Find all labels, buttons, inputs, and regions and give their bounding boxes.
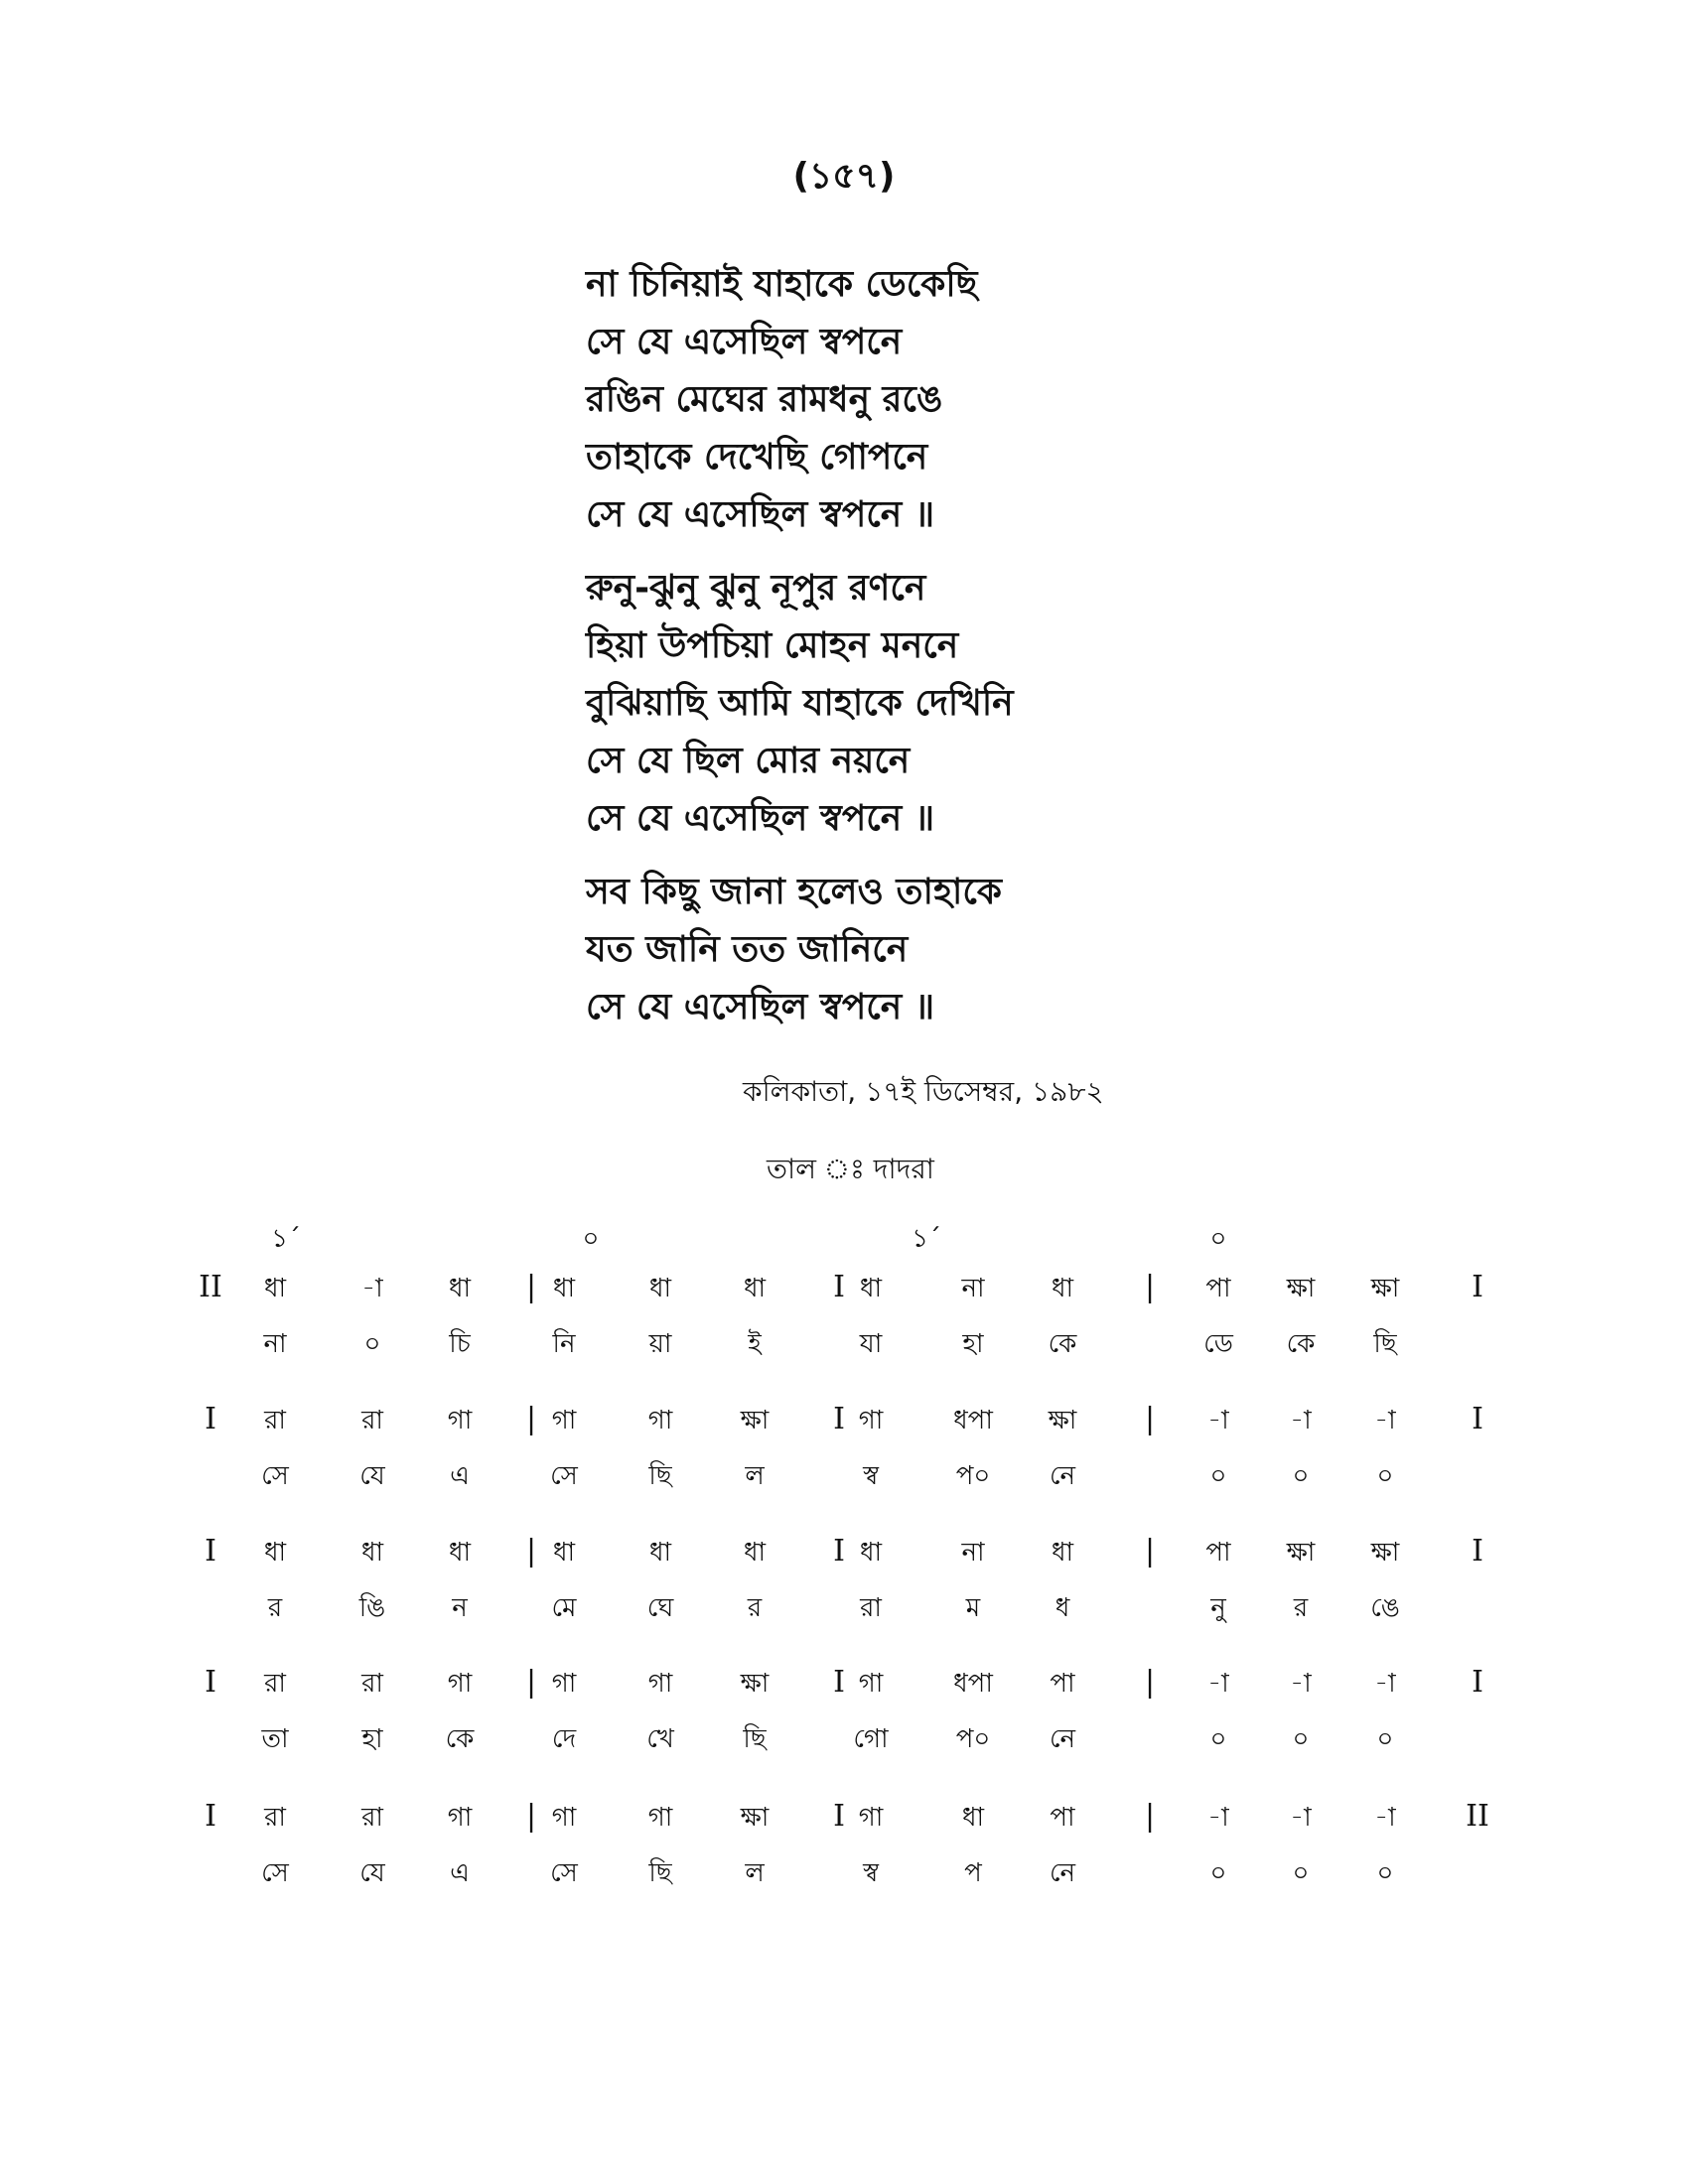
lyric-syllable: ০: [1376, 1858, 1394, 1888]
lyric-line: সে যে এসেছিল স্বপনে: [586, 322, 903, 362]
swara-note: -া: [1207, 1669, 1229, 1699]
lyric-syllable: ম: [965, 1593, 981, 1623]
swara-note: ক্ষা: [1370, 1274, 1400, 1303]
lyric-syllable: প০: [955, 1724, 991, 1754]
lyric-line: সে যে এসেছিল স্বপনে ॥: [586, 798, 935, 839]
swara-note: ধা: [961, 1803, 985, 1833]
lyric-syllable: রা: [860, 1593, 882, 1623]
swara-note: ধা: [552, 1274, 576, 1303]
divider: |: [525, 1799, 537, 1834]
swara-note: -া: [1374, 1669, 1396, 1699]
divider: |: [525, 1402, 537, 1436]
divider: I: [833, 1402, 845, 1436]
bar-line-start: I: [205, 1402, 216, 1436]
divider: |: [525, 1270, 537, 1304]
lyric-syllable: ল: [745, 1461, 765, 1491]
lyric-syllable: তা: [261, 1724, 289, 1754]
lyric-syllable: ০: [363, 1329, 381, 1359]
lyric-syllable: সে: [261, 1461, 289, 1491]
divider: I: [833, 1665, 845, 1700]
lyric-line: সে যে এসেছিল স্বপনে ॥: [586, 494, 935, 535]
lyric-syllable: স্ব: [863, 1461, 879, 1491]
lyric-syllable: ০: [1209, 1724, 1227, 1754]
swara-note: রা: [361, 1669, 383, 1699]
lyric-syllable: দে: [551, 1724, 577, 1754]
lyric-syllable: ০: [1209, 1858, 1227, 1888]
place-date: কলিকাতা, ১৭ই ডিসেম্বর, ১৯৮২: [743, 1075, 1104, 1108]
lyric-syllable: কে: [1048, 1329, 1077, 1359]
swara-note: পা: [1205, 1274, 1231, 1303]
swara-note: গা: [858, 1803, 884, 1833]
lyric-syllable: নু: [1210, 1593, 1226, 1623]
lyric-syllable: ছি: [648, 1858, 672, 1888]
swara-note: ধা: [648, 1274, 672, 1303]
lyric-line: হিয়া উপচিয়া মোহন মননে: [586, 625, 959, 666]
swara-note: গা: [647, 1803, 673, 1833]
swara-note: ধা: [448, 1538, 472, 1568]
swara-note: রা: [264, 1669, 286, 1699]
swara-note: ক্ষা: [740, 1406, 770, 1435]
lyric-syllable: ই: [748, 1329, 762, 1359]
lyric-syllable: ঘে: [646, 1593, 674, 1623]
swara-note: না: [961, 1274, 985, 1303]
lyric-syllable: সে: [261, 1858, 289, 1888]
swara-note: ধা: [360, 1538, 384, 1568]
beat-mark: ১´: [912, 1224, 941, 1254]
divider: |: [1144, 1402, 1156, 1436]
lyric-line: সে যে এসেছিল স্বপনে ॥: [586, 987, 935, 1027]
page-number: (১৫৭): [792, 156, 896, 197]
swara-note: গা: [647, 1406, 673, 1435]
swara-note: -া: [1207, 1803, 1229, 1833]
lyric-syllable: না: [263, 1329, 287, 1359]
bar-line-end: I: [1472, 1534, 1483, 1569]
swara-note: -া: [1374, 1803, 1396, 1833]
lyric-syllable: স্ব: [863, 1858, 879, 1888]
lyric-syllable: যা: [859, 1329, 883, 1359]
swara-note: ধা: [1051, 1538, 1074, 1568]
swara-note: ধা: [743, 1274, 767, 1303]
divider: |: [525, 1665, 537, 1700]
divider: |: [525, 1534, 537, 1569]
lyric-syllable: নে: [1049, 1724, 1076, 1754]
swara-note: গা: [858, 1669, 884, 1699]
swara-note: পা: [1050, 1803, 1075, 1833]
swara-note: -া: [361, 1274, 383, 1303]
lyric-syllable: প০: [955, 1461, 991, 1491]
swara-note: ধা: [448, 1274, 472, 1303]
swara-note: -া: [1207, 1406, 1229, 1435]
stanza: [586, 864, 1281, 1036]
swara-note: রা: [264, 1803, 286, 1833]
lyric-syllable: নে: [1049, 1858, 1076, 1888]
lyric-line: রুনু-ঝুনু ঝুনু নূপুর রণনে: [586, 568, 926, 609]
bar-line-end: I: [1472, 1402, 1483, 1436]
lyric-syllable: ০: [1292, 1858, 1310, 1888]
lyric-syllable: যে: [359, 1858, 385, 1888]
swara-note: পা: [1205, 1538, 1231, 1568]
stanza: [586, 256, 1281, 544]
lyric-syllable: চি: [449, 1329, 471, 1359]
divider: I: [833, 1270, 845, 1304]
swara-note: ধা: [263, 1274, 287, 1303]
swara-note: ক্ষা: [1286, 1538, 1316, 1568]
lyric-syllable: ০: [1292, 1461, 1310, 1491]
lyric-syllable: ছি: [648, 1461, 672, 1491]
divider: I: [833, 1534, 845, 1569]
lyric-syllable: মে: [551, 1593, 577, 1623]
lyric-syllable: ০: [1292, 1724, 1310, 1754]
lyrics: [586, 256, 1281, 1052]
lyric-line: সে যে ছিল মোর নয়নে: [586, 741, 911, 781]
swara-note: না: [961, 1538, 985, 1568]
swara-note: রা: [264, 1406, 286, 1435]
divider: |: [1144, 1270, 1156, 1304]
bar-line-start: I: [205, 1534, 216, 1569]
lyric-syllable: এ: [450, 1858, 470, 1888]
swara-note: গা: [551, 1406, 577, 1435]
divider: I: [833, 1799, 845, 1834]
swara-note: ধা: [859, 1538, 883, 1568]
lyric-line: তাহাকে দেখেছি গোপনে: [586, 437, 928, 478]
swara-note: ধা: [648, 1538, 672, 1568]
lyric-syllable: ০: [1209, 1461, 1227, 1491]
swara-note: ক্ষা: [740, 1803, 770, 1833]
divider: |: [1144, 1665, 1156, 1700]
swara-note: পা: [1050, 1669, 1075, 1699]
lyric-line: রঙিন মেঘের রামধনু রঙে: [586, 379, 943, 420]
swara-note: ক্ষা: [1286, 1274, 1316, 1303]
swara-note: -া: [1290, 1406, 1312, 1435]
swara-note: ধপা: [953, 1669, 993, 1699]
swara-note: ধা: [1051, 1274, 1074, 1303]
bar-line-end: II: [1466, 1799, 1489, 1834]
swara-note: গা: [551, 1669, 577, 1699]
divider: |: [1144, 1799, 1156, 1834]
lyric-syllable: সে: [550, 1461, 578, 1491]
swara-note: ধা: [552, 1538, 576, 1568]
swara-note: রা: [361, 1406, 383, 1435]
lyric-syllable: ল: [745, 1858, 765, 1888]
swara-note: ক্ষা: [1048, 1406, 1077, 1435]
swara-note: গা: [447, 1669, 473, 1699]
beat-mark: ০: [582, 1224, 600, 1254]
lyric-syllable: প: [964, 1858, 982, 1888]
swara-note: -া: [1290, 1669, 1312, 1699]
swara-note: গা: [551, 1803, 577, 1833]
lyric-line: যত জানি তত জানিনে: [586, 929, 909, 970]
lyric-syllable: ঙে: [1370, 1593, 1400, 1623]
stanza: [586, 560, 1281, 848]
swara-note: ক্ষা: [1370, 1538, 1400, 1568]
swara-note: গা: [858, 1406, 884, 1435]
lyric-syllable: এ: [450, 1461, 470, 1491]
lyric-syllable: ছি: [743, 1724, 767, 1754]
lyric-syllable: র: [747, 1593, 763, 1623]
bar-line-start: I: [205, 1799, 216, 1834]
taal-label: তাল ঃ দাদরা: [767, 1153, 934, 1185]
bar-line-start: II: [199, 1270, 222, 1304]
lyric-syllable: র: [267, 1593, 283, 1623]
lyric-syllable: যে: [359, 1461, 385, 1491]
swara-note: ধা: [743, 1538, 767, 1568]
swara-note: গা: [447, 1406, 473, 1435]
bar-line-start: I: [205, 1665, 216, 1700]
lyric-syllable: ধ: [1055, 1593, 1070, 1623]
swara-note: -া: [1374, 1406, 1396, 1435]
lyric-syllable: ছি: [1373, 1329, 1397, 1359]
lyric-line: সব কিছু জানা হলেও তাহাকে: [586, 872, 1002, 912]
beat-mark: ১´: [271, 1224, 301, 1254]
swara-note: ধা: [859, 1274, 883, 1303]
lyric-syllable: ০: [1376, 1724, 1394, 1754]
swara-note: ধপা: [953, 1406, 993, 1435]
lyric-syllable: নি: [552, 1329, 576, 1359]
lyric-syllable: কে: [445, 1724, 475, 1754]
bar-line-end: I: [1472, 1665, 1483, 1700]
lyric-syllable: গো: [853, 1724, 889, 1754]
swara-note: রা: [361, 1803, 383, 1833]
lyric-syllable: ০: [1376, 1461, 1394, 1491]
lyric-line: বুঝিয়াছি আমি যাহাকে দেখিনি: [586, 683, 1014, 724]
swara-note: ক্ষা: [740, 1669, 770, 1699]
swara-note: ধা: [263, 1538, 287, 1568]
beat-mark: ০: [1209, 1224, 1227, 1254]
lyric-syllable: হা: [962, 1329, 984, 1359]
lyric-syllable: কে: [1286, 1329, 1316, 1359]
swara-note: -া: [1290, 1803, 1312, 1833]
lyric-syllable: ঙি: [358, 1593, 386, 1623]
lyric-syllable: ডে: [1203, 1329, 1233, 1359]
bar-line-end: I: [1472, 1270, 1483, 1304]
lyric-syllable: ন: [452, 1593, 468, 1623]
lyric-syllable: খে: [646, 1724, 674, 1754]
lyric-syllable: য়া: [648, 1329, 672, 1359]
lyric-syllable: হা: [361, 1724, 383, 1754]
divider: |: [1144, 1534, 1156, 1569]
lyric-syllable: সে: [550, 1858, 578, 1888]
lyric-syllable: নে: [1049, 1461, 1076, 1491]
swara-note: গা: [447, 1803, 473, 1833]
lyric-line: না চিনিয়াই যাহাকে ডেকেছি: [586, 264, 978, 305]
lyric-syllable: র: [1293, 1593, 1309, 1623]
swara-note: গা: [647, 1669, 673, 1699]
